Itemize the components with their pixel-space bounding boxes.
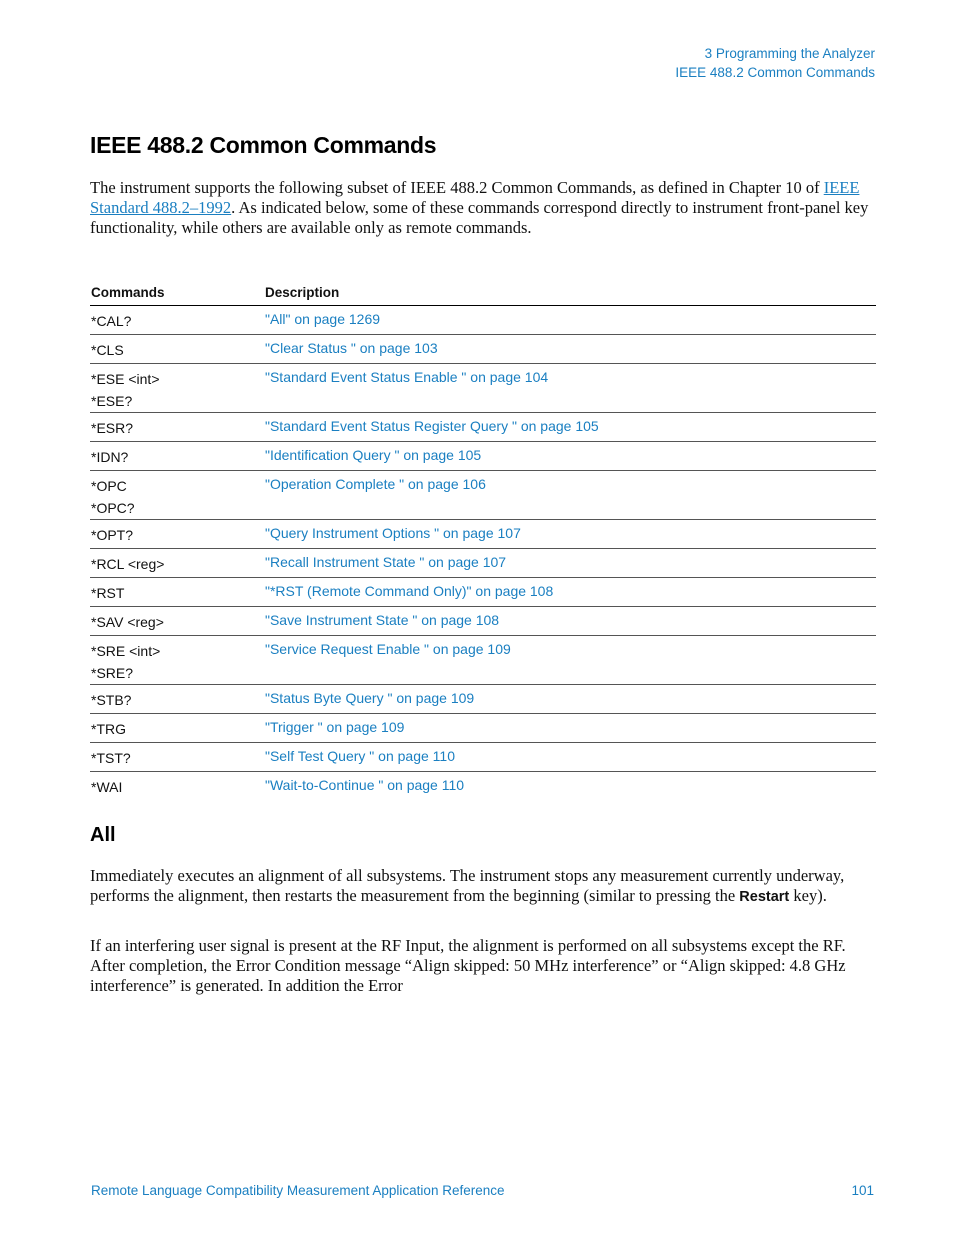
description-cell — [265, 607, 876, 635]
table-row — [90, 549, 876, 578]
command-cell — [90, 364, 265, 412]
command-cell — [90, 607, 265, 635]
table-row — [90, 364, 876, 413]
description-link[interactable]: "Recall Instrument State " on page 107 — [265, 554, 507, 570]
description-cell — [265, 364, 876, 412]
all-paragraph-1 — [90, 866, 880, 907]
table-body — [90, 306, 876, 800]
table-row — [90, 772, 876, 800]
footer-document-title: Remote Language Compatibility Measurement Application Reference — [91, 1183, 505, 1198]
header-chapter: 3 Programming the Analyzer — [704, 46, 875, 61]
description-cell — [265, 772, 876, 800]
all-p1-text-after: key). — [789, 886, 827, 905]
description-cell — [265, 520, 876, 548]
table-row — [90, 685, 876, 714]
command-cell — [90, 520, 265, 548]
description-cell — [265, 471, 876, 519]
command-text: *STB? — [91, 692, 132, 708]
command-text: *ESE? — [91, 393, 133, 409]
footer-page-number: 101 — [851, 1183, 874, 1198]
description-link[interactable]: "Save Instrument State " on page 108 — [265, 612, 500, 628]
section-heading-all: All — [90, 824, 116, 846]
table-row — [90, 520, 876, 549]
command-text: *WAI — [91, 779, 123, 795]
command-text: *ESE <int> — [91, 371, 160, 387]
command-cell — [90, 714, 265, 742]
all-p1-text-before: Immediately executes an alignment of all subsystems. The instrument stops any measurement currently underway, performs the alignment, then restarts the measurement from the beginning (similar to pressing the — [90, 866, 845, 905]
description-cell — [265, 335, 876, 363]
page-footer — [91, 1183, 874, 1198]
table-row — [90, 607, 876, 636]
table-row — [90, 413, 876, 442]
command-cell — [90, 442, 265, 470]
restart-key-label: Restart — [739, 889, 790, 905]
table-row — [90, 335, 876, 364]
table-row — [90, 306, 876, 335]
description-cell — [265, 578, 876, 606]
description-cell — [265, 743, 876, 771]
command-text: *OPC — [91, 478, 127, 494]
ieee-standard-link[interactable]: IEEE Standard 488.2–1992 — [90, 178, 860, 217]
column-header-description: Description — [265, 285, 340, 300]
description-link[interactable]: "Self Test Query " on page 110 — [265, 748, 455, 764]
command-cell — [90, 578, 265, 606]
description-link[interactable]: "Status Byte Query " on page 109 — [265, 690, 475, 706]
header-section: IEEE 488.2 Common Commands — [675, 65, 875, 80]
table-row — [90, 578, 876, 607]
description-link[interactable]: "*RST (Remote Command Only)" on page 108 — [265, 583, 554, 599]
command-text: *CLS — [91, 342, 124, 358]
table-header — [90, 280, 876, 306]
column-header-commands: Commands — [91, 285, 165, 300]
description-cell — [265, 636, 876, 684]
command-cell — [90, 471, 265, 519]
description-cell — [265, 714, 876, 742]
table-row — [90, 471, 876, 520]
command-text: *SRE <int> — [91, 643, 161, 659]
command-cell — [90, 685, 265, 713]
description-cell — [265, 549, 876, 577]
common-commands-table — [90, 280, 876, 800]
command-cell — [90, 549, 265, 577]
intro-paragraph — [90, 178, 880, 238]
description-link[interactable]: "All" on page 1269 — [265, 311, 381, 327]
table-row — [90, 714, 876, 743]
description-link[interactable]: "Operation Complete " on page 106 — [265, 476, 486, 492]
command-text: *TST? — [91, 750, 131, 766]
command-text: *OPC? — [91, 500, 135, 516]
command-cell — [90, 306, 265, 334]
command-text: *RCL <reg> — [91, 556, 165, 572]
intro-text-before-link: The instrument supports the following subset of IEEE 488.2 Common Commands, as defined in Chapter 10 of — [90, 178, 824, 197]
description-cell — [265, 306, 876, 334]
description-link[interactable]: "Wait-to-Continue " on page 110 — [265, 777, 465, 793]
page-title: IEEE 488.2 Common Commands — [90, 132, 437, 158]
command-text: *SRE? — [91, 665, 134, 681]
running-header — [675, 44, 875, 82]
table-row — [90, 743, 876, 772]
description-cell — [265, 685, 876, 713]
description-link[interactable]: "Clear Status " on page 103 — [265, 340, 438, 356]
description-cell — [265, 413, 876, 441]
command-cell — [90, 636, 265, 684]
command-text: *SAV <reg> — [91, 614, 164, 630]
description-cell — [265, 442, 876, 470]
table-row — [90, 636, 876, 685]
description-link[interactable]: "Trigger " on page 109 — [265, 719, 405, 735]
command-cell — [90, 335, 265, 363]
command-text: *RST — [91, 585, 125, 601]
description-link[interactable]: "Standard Event Status Enable " on page 104 — [265, 369, 549, 385]
all-paragraph-2: If an interfering user signal is present at the RF Input, the alignment is performed on all subsystems except the RF. After completion, the Error Condition message “Align skipped: 50 MHz interference” or “Align skipped: 4.8 GHz interference” is generated. In addition the Error — [90, 936, 846, 995]
description-link[interactable]: "Identification Query " on page 105 — [265, 447, 482, 463]
command-text: *ESR? — [91, 420, 134, 436]
command-text: *CAL? — [91, 313, 132, 329]
command-cell — [90, 413, 265, 441]
description-link[interactable]: "Service Request Enable " on page 109 — [265, 641, 511, 657]
description-link[interactable]: "Query Instrument Options " on page 107 — [265, 525, 521, 541]
command-cell — [90, 743, 265, 771]
description-link[interactable]: "Standard Event Status Register Query " on page 105 — [265, 418, 599, 434]
command-text: *IDN? — [91, 449, 129, 465]
intro-text-after-link: . As indicated below, some of these commands correspond directly to instrument front-panel key functionality, while others are available only as remote commands. — [90, 198, 869, 237]
command-text: *TRG — [91, 721, 126, 737]
command-text: *OPT? — [91, 527, 134, 543]
table-row — [90, 442, 876, 471]
command-cell — [90, 772, 265, 800]
